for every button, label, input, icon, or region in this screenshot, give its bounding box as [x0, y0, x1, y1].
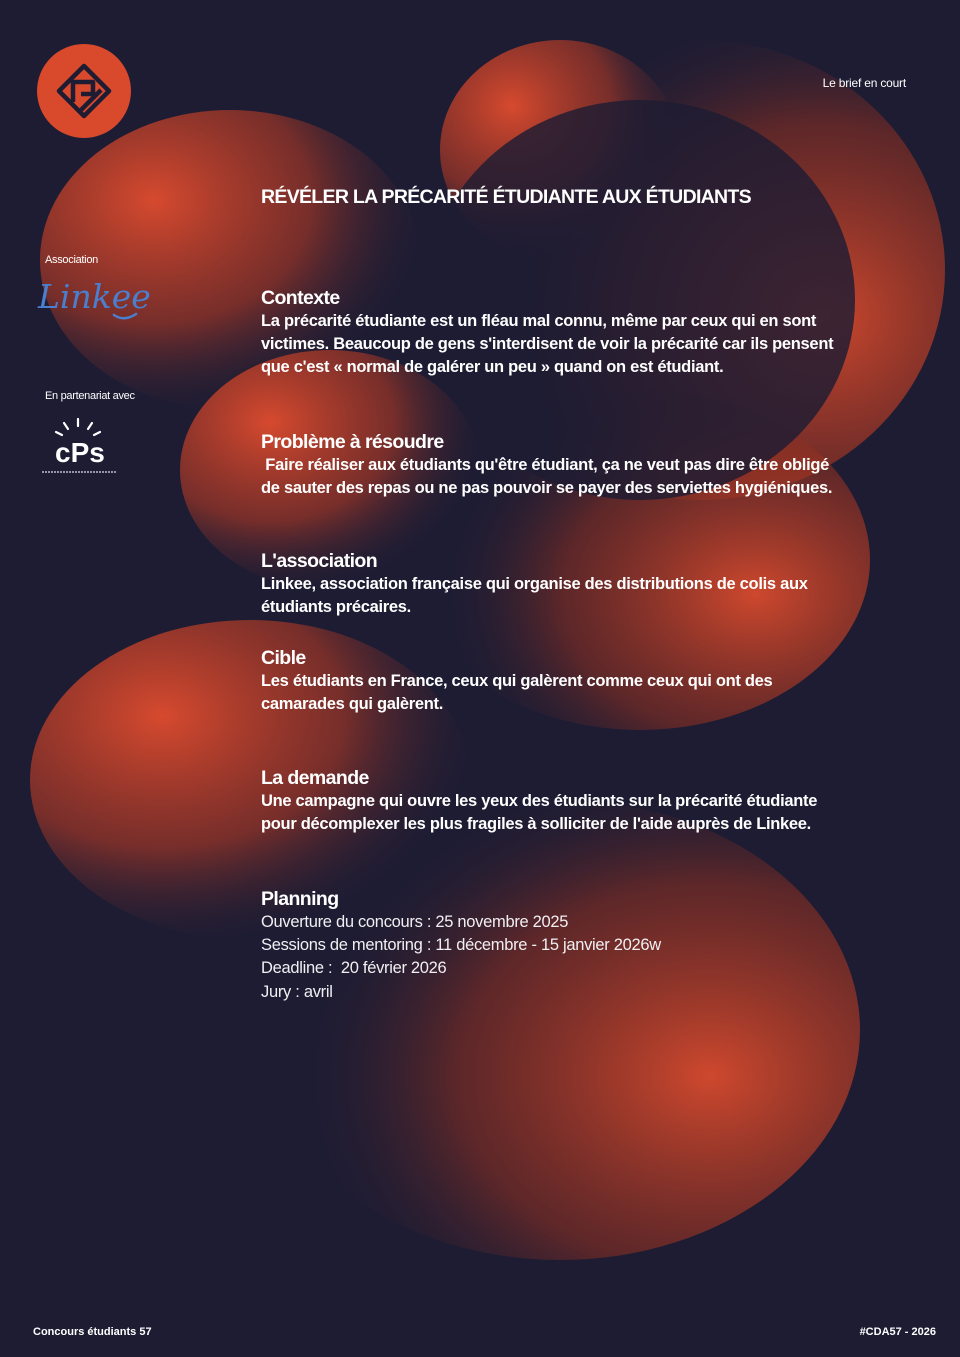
planning-item: Sessions de mentoring : 11 décembre - 15 janvier 2026w: [261, 936, 661, 955]
section-body: La précarité étudiante est un fléau mal connu, même par ceux qui en sont victimes. Beaucoup de gens s'interdisent de voir la précarité car ils pensent que c'est « normal de galérer un peu » quand on est étudiant.: [261, 312, 834, 377]
footer-left: Concours étudiants 57: [33, 1326, 152, 1338]
planning-item: Jury : avril: [261, 982, 333, 1001]
sphere-bottom: [260, 800, 860, 1260]
brand-logo-icon: [37, 44, 131, 138]
section-body: Faire réaliser aux étudiants qu'être étudiant, ça ne veut pas dire être obligé de sauter des repas ou ne pas pouvoir se payer des serviettes hygiéniques.: [261, 456, 834, 498]
cps-logo: [40, 417, 118, 477]
section-probleme: [261, 430, 841, 500]
section-cible: [261, 646, 841, 716]
section-body: Linkee, association française qui organise des distributions de colis aux étudiants précaires.: [261, 575, 808, 617]
section-demande: [261, 766, 841, 836]
section-body: Une campagne qui ouvre les yeux des étudiants sur la précarité étudiante pour décomplexer les plus fragiles à solliciter de l'aide auprès de Linkee.: [261, 792, 818, 834]
planning-item: Deadline : 20 février 2026: [261, 959, 447, 978]
planning-list: [261, 911, 841, 1004]
section-association: [261, 549, 841, 619]
footer-right: #CDA57 - 2026: [859, 1326, 936, 1338]
partner-label: En partenariat avec: [45, 390, 135, 402]
brief-label: Le brief en court: [822, 76, 906, 90]
linkee-logo-text: Linkee: [38, 277, 151, 316]
section-contexte: [261, 286, 841, 380]
section-heading: La demande: [261, 767, 369, 789]
section-heading: Cible: [261, 647, 306, 669]
linkee-logo: [36, 276, 152, 324]
cps-logo-text: cPs: [55, 437, 105, 468]
section-heading: Contexte: [261, 287, 340, 309]
section-planning: [261, 887, 841, 1004]
planning-item: Ouverture du concours : 25 novembre 2025: [261, 913, 569, 931]
section-heading: Planning: [261, 888, 339, 910]
section-heading: Problème à résoudre: [261, 431, 444, 453]
association-label: Association: [45, 254, 98, 266]
section-body: Les étudiants en France, ceux qui galèrent comme ceux qui ont des camarades qui galèrent.: [261, 672, 773, 714]
page-title: RÉVÉLER LA PRÉCARITÉ ÉTUDIANTE AUX ÉTUDIANTS: [261, 186, 751, 208]
section-heading: L'association: [261, 550, 378, 572]
